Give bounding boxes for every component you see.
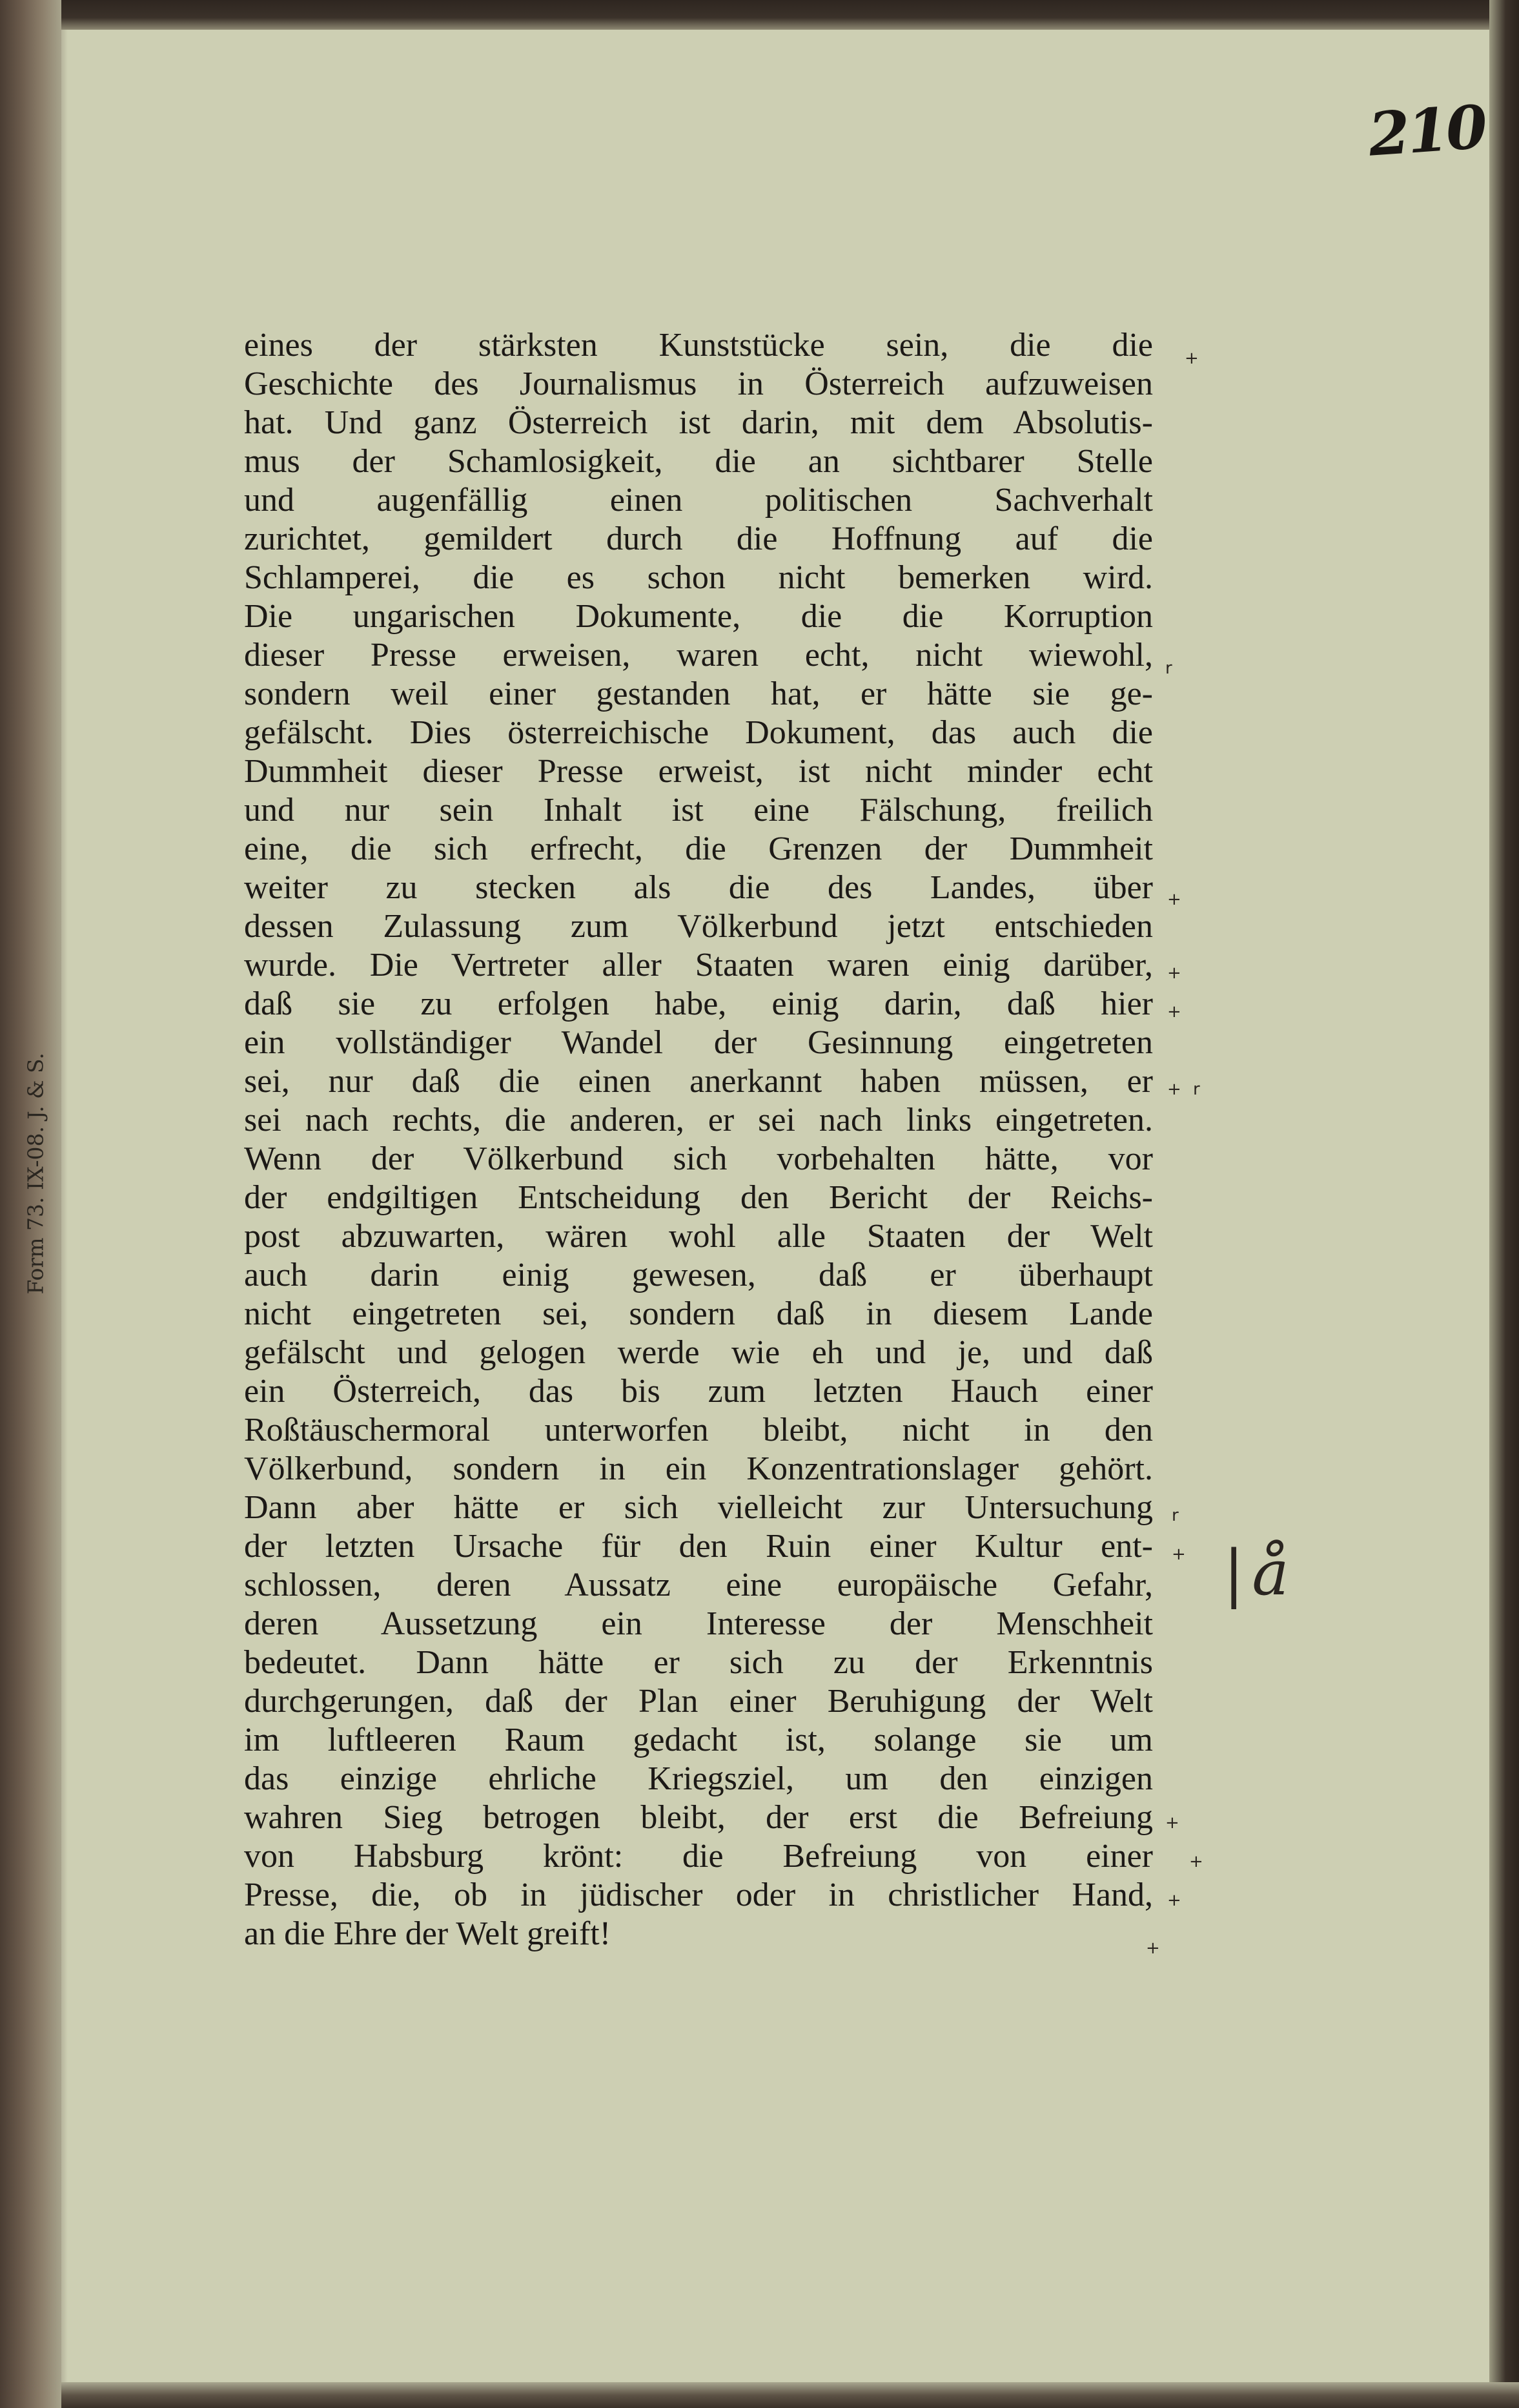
text-line: Schlamperei, die es schon nicht bemerken wird. — [244, 559, 1153, 596]
text-line: und augenfällig einen politischen Sachverhalt — [244, 482, 1153, 519]
margin-mark: r — [1193, 1080, 1200, 1099]
text-line: ein vollständiger Wandel der Gesinnung eingetreten — [244, 1024, 1153, 1061]
bottom-edge-shadow — [61, 2382, 1519, 2408]
text-line: sondern weil einer gestanden hat, er hätte sie ge- — [244, 675, 1153, 712]
margin-mark: + — [1167, 1891, 1181, 1910]
text-line: eines der stärksten Kunststücke sein, die die — [244, 327, 1153, 364]
margin-mark: + — [1172, 1545, 1186, 1564]
text-line: Roßtäuschermoral unterworfen bleibt, nicht in den — [244, 1412, 1153, 1448]
text-line: bedeutet. Dann hätte er sich zu der Erkenntnis — [244, 1644, 1153, 1681]
body-text — [244, 326, 1153, 1953]
text-line: schlossen, deren Aussatz eine europäische Gefahr, — [244, 1567, 1153, 1603]
text-line: wurde. Die Vertreter aller Staaten waren einig darüber, — [244, 947, 1153, 983]
text-line: deren Aussetzung ein Interesse der Menschheit — [244, 1605, 1153, 1642]
text-line: Die ungarischen Dokumente, die die Korruption — [244, 598, 1153, 635]
margin-mark: + — [1167, 890, 1181, 909]
margin-mark: + — [1167, 963, 1181, 983]
page-number: 210 — [1366, 92, 1487, 170]
text-line: mus der Schamlosigkeit, die an sichtbarer Stelle — [244, 443, 1153, 480]
text-line: gefälscht. Dies österreichische Dokument, das auch die — [244, 714, 1153, 751]
text-line: von Habsburg krönt: die Befreiung von einer — [244, 1838, 1153, 1875]
margin-mark: + — [1167, 1002, 1181, 1022]
text-line: Völkerbund, sondern in ein Konzentrationslager gehört. — [244, 1450, 1153, 1487]
text-line: weiter zu stecken als die des Landes, über — [244, 869, 1153, 906]
margin-mark: + — [1189, 1852, 1203, 1871]
text-line: dessen Zulassung zum Völkerbund jetzt entschieden — [244, 908, 1153, 945]
right-edge-shadow — [1489, 0, 1519, 2408]
margin-mark: + — [1165, 1813, 1179, 1833]
text-line: Dann aber hätte er sich vielleicht zur Untersuchung — [244, 1489, 1153, 1526]
text-line: post abzuwarten, wären wohl alle Staaten der Welt — [244, 1218, 1153, 1255]
margin-mark: r — [1165, 659, 1172, 678]
margin-mark: + — [1185, 349, 1199, 368]
text-line: eine, die sich erfrecht, die Grenzen der Dummheit — [244, 830, 1153, 867]
text-line: sei nach rechts, die anderen, er sei nach links eingetreten. — [244, 1102, 1153, 1138]
text-line: das einzige ehrliche Kriegsziel, um den einzigen — [244, 1760, 1153, 1797]
text-line: der letzten Ursache für den Ruin einer Kultur ent- — [244, 1528, 1153, 1565]
text-line: durchgerungen, daß der Plan einer Beruhigung der Welt — [244, 1683, 1153, 1720]
binding-edge — [61, 0, 68, 2408]
printer-form-note: Form 73. IX-08. J. & S. — [23, 1053, 48, 1295]
text-line: dieser Presse erweisen, waren echt, nicht wiewohl, — [244, 637, 1153, 674]
text-line: nicht eingetreten sei, sondern daß in diesem Lande — [244, 1295, 1153, 1332]
text-line: Wenn der Völkerbund sich vorbehalten hätte, vor — [244, 1140, 1153, 1177]
text-line: hat. Und ganz Österreich ist darin, mit dem Absolutis- — [244, 404, 1153, 441]
top-edge-shadow — [61, 0, 1519, 30]
text-line: gefälscht und gelogen werde wie eh und je, und daß — [244, 1334, 1153, 1371]
text-line: der endgiltigen Entscheidung den Bericht der Reichs- — [244, 1179, 1153, 1216]
margin-mark: + — [1167, 1080, 1181, 1099]
handwritten-annotation: |å — [1223, 1537, 1297, 1609]
margin-mark: r — [1172, 1506, 1179, 1525]
text-line: Geschichte des Journalismus in Österreich aufzuweisen — [244, 365, 1153, 402]
margin-mark: + — [1146, 1939, 1160, 1958]
text-line: auch darin einig gewesen, daß er überhaupt — [244, 1257, 1153, 1293]
text-line: sei, nur daß die einen anerkannt haben müssen, er — [244, 1063, 1153, 1100]
text-line: und nur sein Inhalt ist eine Fälschung, freilich — [244, 792, 1153, 828]
text-line: ein Österreich, das bis zum letzten Hauch einer — [244, 1373, 1153, 1410]
text-line: wahren Sieg betrogen bleibt, der erst die Befreiung — [244, 1799, 1153, 1836]
text-line: zurichtet, gemildert durch die Hoffnung auf die — [244, 520, 1153, 557]
text-line: an die Ehre der Welt greift! — [244, 1915, 611, 1952]
text-line: im luftleeren Raum gedacht ist, solange sie um — [244, 1722, 1153, 1758]
text-line: Presse, die, ob in jüdischer oder in christlicher Hand, — [244, 1877, 1153, 1913]
text-line: Dummheit dieser Presse erweist, ist nicht minder echt — [244, 753, 1153, 790]
text-line: daß sie zu erfolgen habe, einig darin, daß hier — [244, 985, 1153, 1022]
